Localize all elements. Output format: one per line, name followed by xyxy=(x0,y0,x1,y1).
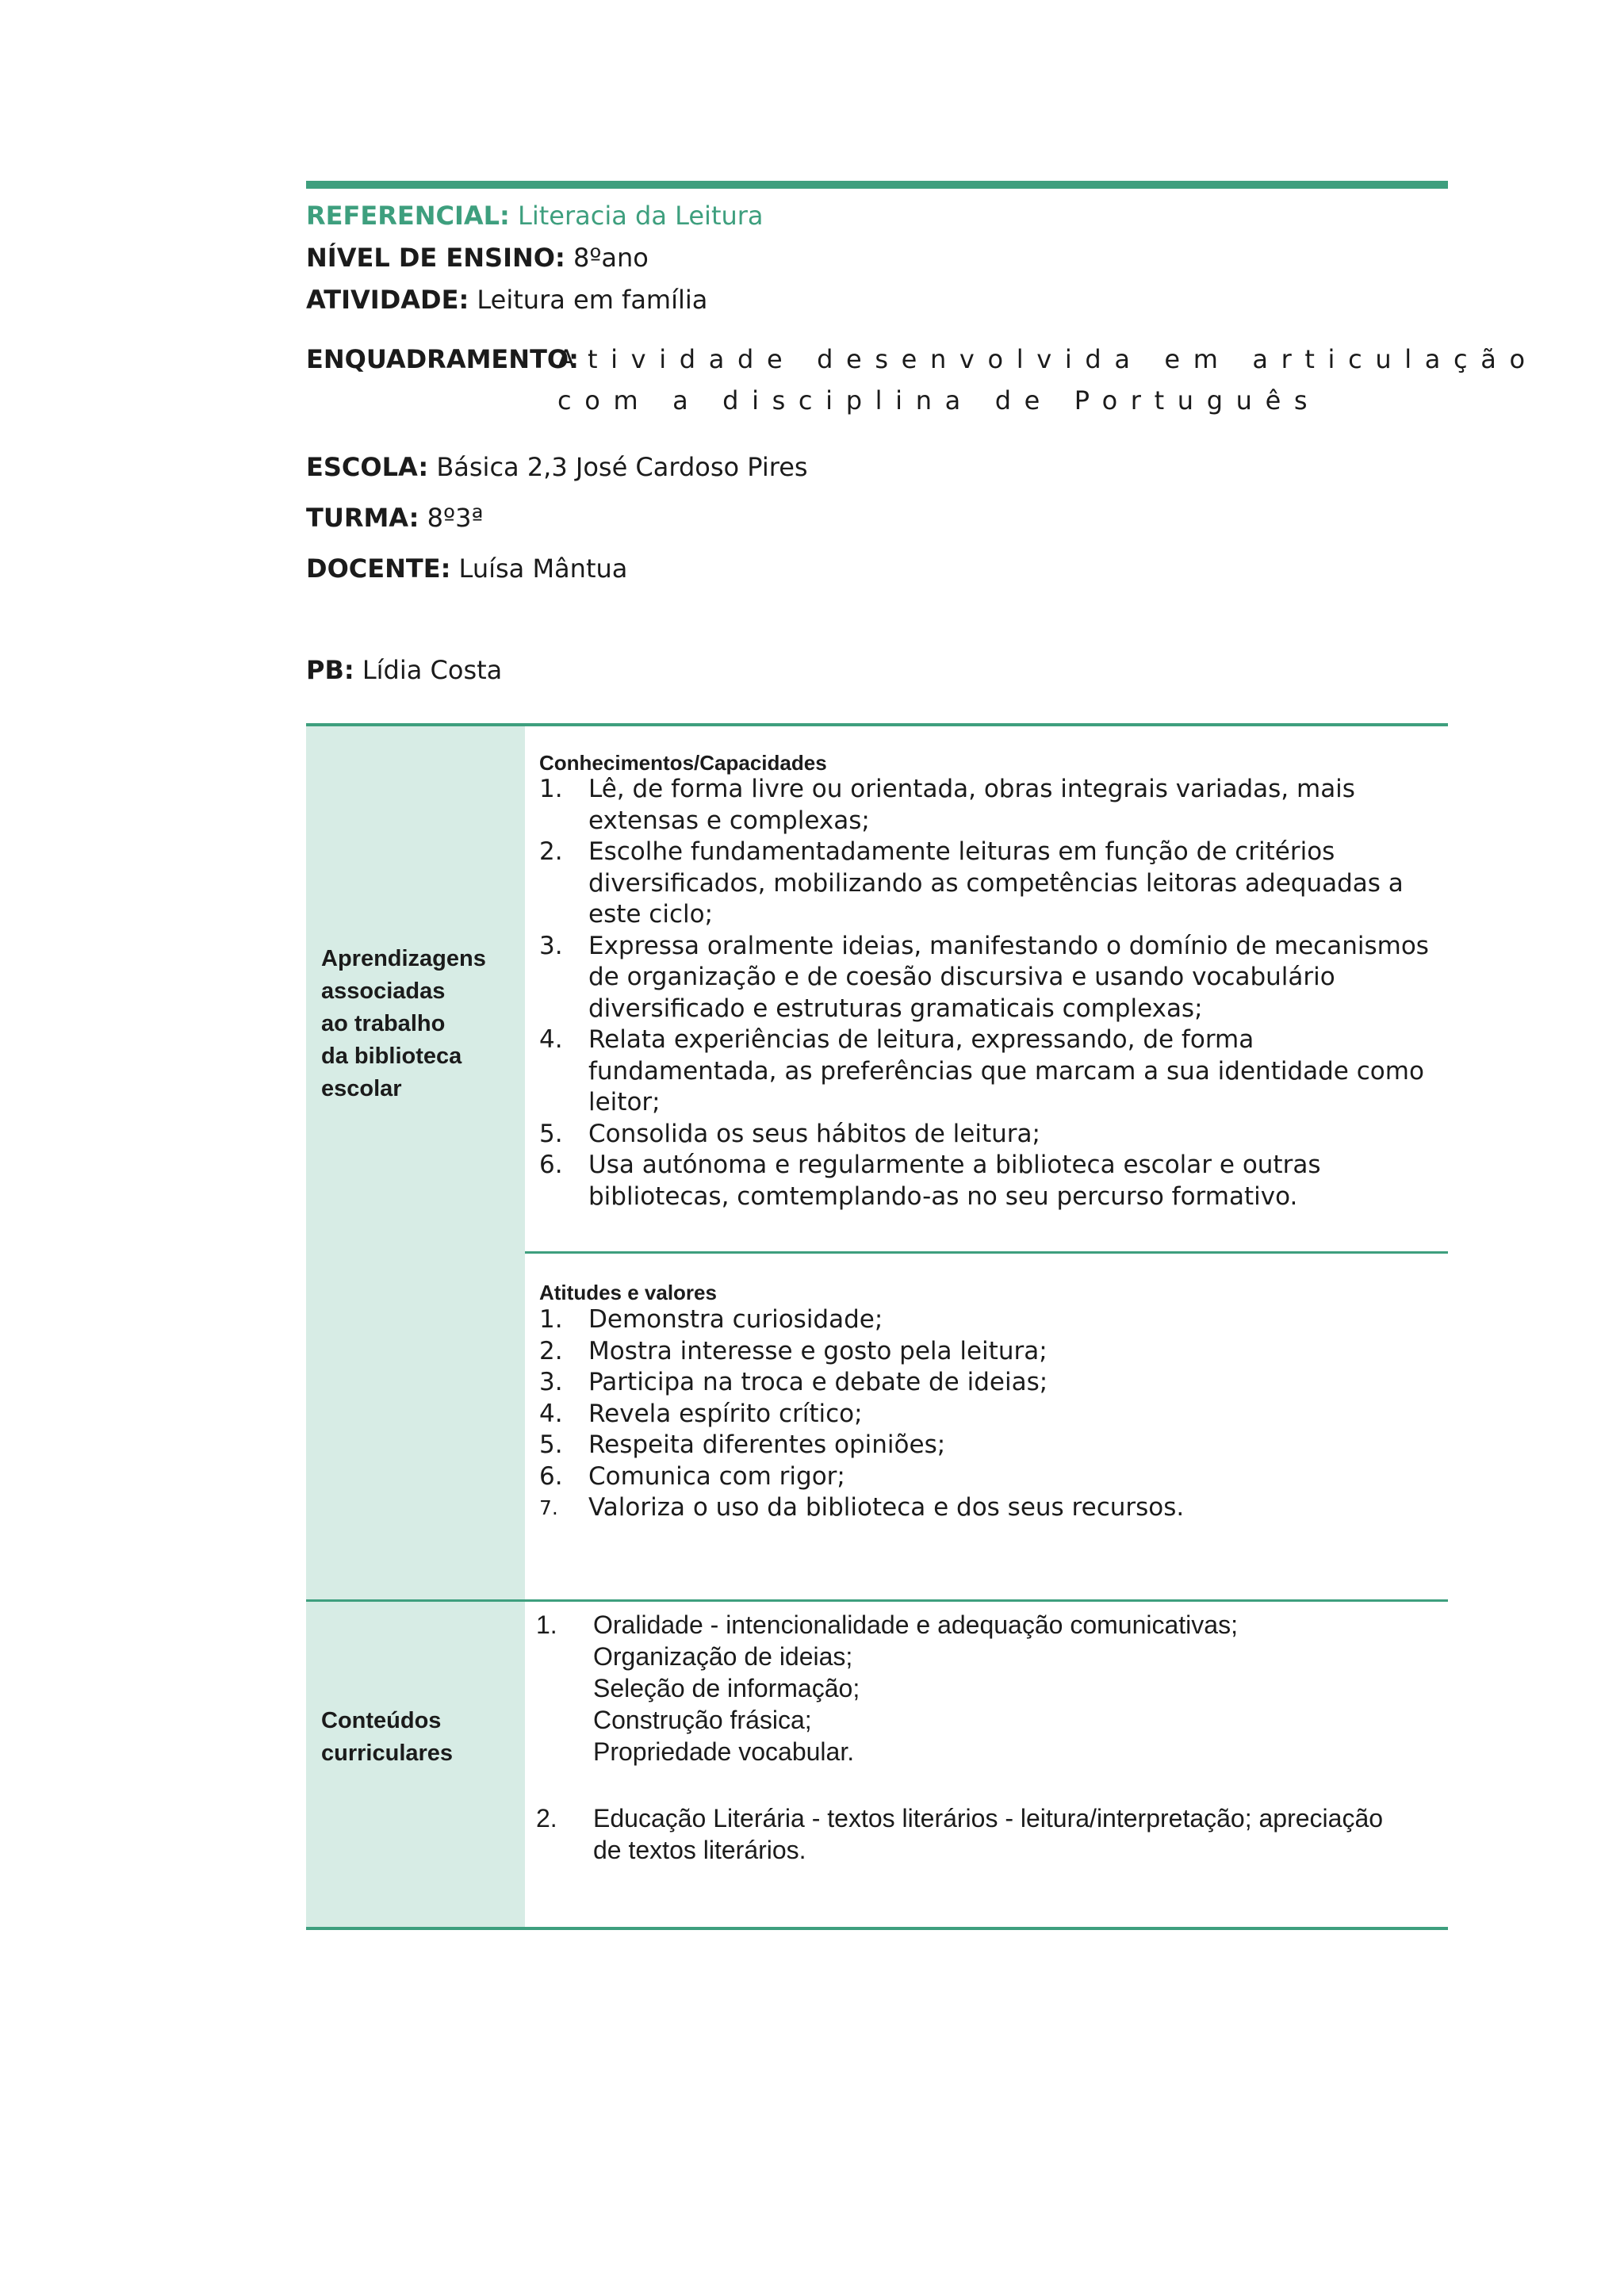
conhecimentos-title: Conhecimentos/Capacidades xyxy=(539,751,827,775)
escola-value: Básica 2,3 José Cardoso Pires xyxy=(436,452,808,482)
atitudes-list xyxy=(539,1304,1435,1524)
enquadramento-text-1: Atividade desenvolvida em articulação xyxy=(557,344,1538,374)
docente-value: Luísa Mântua xyxy=(458,553,628,584)
list-item: 2. Mostra interesse e gosto pela leitura; xyxy=(539,1336,1048,1365)
row-divider-rule xyxy=(306,1599,1448,1602)
referencial-label: REFERENCIAL: xyxy=(306,201,510,231)
list-item: 2. Escolhe fundamentadamente leituras em função de critérios diversificados, mobilizando as competências leitoras adequadas a este ciclo; xyxy=(539,837,1404,929)
aprendizagens-label: Aprendizagens associadas ao trabalho da biblioteca escolar xyxy=(321,946,486,1101)
enquadramento-line xyxy=(306,343,579,375)
list-item: 1. Demonstra curiosidade; xyxy=(539,1305,883,1334)
referencial-value: Literacia da Leitura xyxy=(518,201,764,231)
conteudos-item-1: 1. Oralidade - intencionalidade e adequação comunicativas; Organização de ideias; Seleção de informação; Construção frásica; Propriedade vocabular. xyxy=(536,1610,1238,1766)
table-bottom-rule xyxy=(306,1927,1448,1930)
turma-line xyxy=(306,502,484,534)
conteudos-label: Conteúdos curriculares xyxy=(321,1708,454,1766)
inner-rule xyxy=(525,1251,1448,1254)
list-item: 3. Participa na troca e debate de ideias; xyxy=(539,1368,1048,1396)
conhecimentos-list xyxy=(539,774,1435,1212)
atitudes-title: Atitudes e valores xyxy=(539,1281,717,1304)
list-item: 1. Lê, de forma livre ou orientada, obras integrais variadas, mais extensas e complexas; xyxy=(539,775,1355,835)
atividade-value: Leitura em família xyxy=(477,285,708,315)
atividade-line xyxy=(306,284,707,316)
turma-label: TURMA: xyxy=(306,503,419,533)
referencial-line xyxy=(306,200,764,232)
enquadramento-label: ENQUADRAMENTO: xyxy=(306,344,579,374)
enquadramento-text-2: com a disciplina de Português xyxy=(557,385,1321,416)
nivel-value: 8ºano xyxy=(573,243,649,273)
pb-value: Lídia Costa xyxy=(362,655,503,685)
list-item: 5. Consolida os seus hábitos de leitura; xyxy=(539,1119,1040,1148)
table-top-rule xyxy=(306,723,1448,726)
escola-label: ESCOLA: xyxy=(306,452,429,482)
list-item: 5. Respeita diferentes opiniões; xyxy=(539,1430,946,1459)
list-item: 6. Comunica com rigor; xyxy=(539,1461,845,1491)
list-item: 6. Usa autónoma e regularmente a biblioteca escolar e outras bibliotecas, comtemplando-as no seu percurso formativo. xyxy=(539,1151,1321,1211)
docente-label: DOCENTE: xyxy=(306,553,451,584)
list-item: 4. Revela espírito crítico; xyxy=(539,1399,863,1428)
list-item: 7. Valoriza o uso da biblioteca e dos seus recursos. xyxy=(539,1493,1185,1522)
atividade-label: ATIVIDADE: xyxy=(306,285,469,315)
pb-label: PB: xyxy=(306,655,354,685)
conteudos-item-2: 2. Educação Literária - textos literários - leitura/interpretação; apreciação de textos literários. xyxy=(536,1804,1384,1864)
top-rule xyxy=(306,181,1448,189)
list-item: 3. Expressa oralmente ideias, manifestando o domínio de mecanismos de organização e de coesão discursiva e usando vocabulário diversificado e estruturas gramaticais complexas; xyxy=(539,931,1429,1023)
pb-line xyxy=(306,654,502,686)
escola-line xyxy=(306,451,808,483)
list-item: 4. Relata experiências de leitura, expressando, de forma fundamentada, as preferências que marcam a sua identidade como leitor; xyxy=(539,1025,1424,1116)
docente-line xyxy=(306,553,627,584)
nivel-line xyxy=(306,242,649,274)
turma-value: 8º3ª xyxy=(427,503,484,533)
nivel-label: NÍVEL DE ENSINO: xyxy=(306,243,565,273)
